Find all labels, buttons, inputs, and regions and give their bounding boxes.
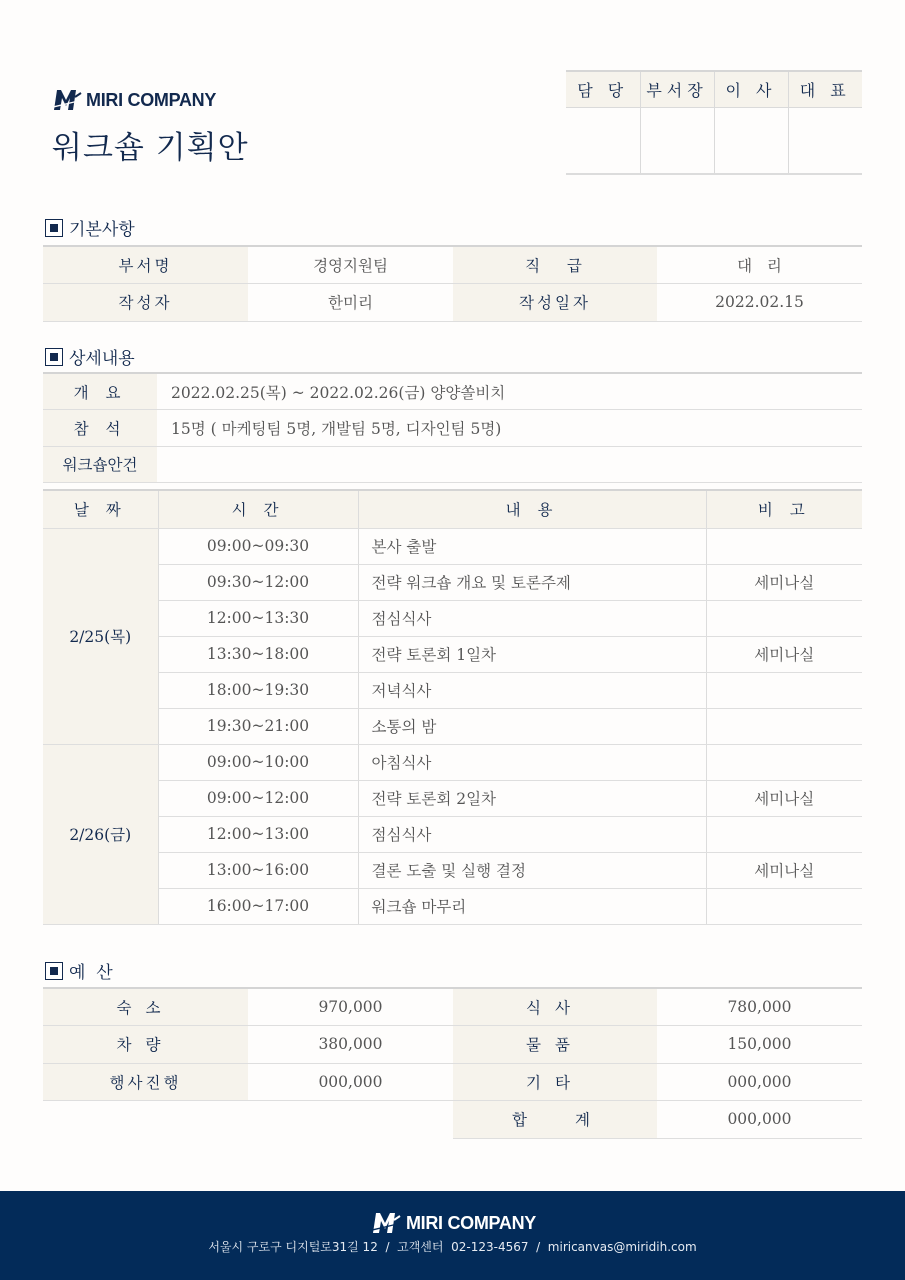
section-basic-heading: 기본사항: [45, 215, 135, 240]
square-bullet-icon: [45, 219, 63, 237]
table-row: [43, 246, 862, 284]
section-detail-heading: 상세내용: [45, 344, 135, 369]
schedule-content[interactable]: 전략 토론회 2일차: [358, 780, 706, 816]
schedule-date-day1: 2/25(목): [43, 528, 158, 744]
schedule-note[interactable]: [706, 888, 862, 924]
table-row: [43, 708, 862, 744]
value-position[interactable]: 대 리: [657, 246, 862, 284]
schedule-note[interactable]: 세미나실: [706, 564, 862, 600]
table-row: [43, 373, 862, 410]
header-content: 내 용: [358, 490, 706, 528]
schedule-time[interactable]: 18:00~19:30: [158, 672, 358, 708]
schedule-content[interactable]: 전략 토론회 1일차: [358, 636, 706, 672]
logo-m-icon: [369, 1211, 401, 1235]
table-row: [43, 600, 862, 636]
schedule-time[interactable]: 09:30~12:00: [158, 564, 358, 600]
basic-info-table: [43, 245, 862, 322]
schedule-note[interactable]: [706, 744, 862, 780]
label-vehicle: 차량: [43, 1026, 248, 1064]
footer: [0, 1191, 905, 1280]
header-time: 시 간: [158, 490, 358, 528]
header-note: 비 고: [706, 490, 862, 528]
table-row: [43, 636, 862, 672]
approval-sign-ceo[interactable]: [788, 107, 862, 173]
schedule-note[interactable]: [706, 816, 862, 852]
value-department[interactable]: 경영지원팀: [248, 246, 453, 284]
table-row: [43, 988, 862, 1026]
approval-header-staff: 담 당: [566, 72, 640, 107]
label-meals: 식사: [453, 988, 657, 1026]
logo-m-icon: [50, 88, 82, 112]
label-other: 기타: [453, 1063, 657, 1101]
value-author[interactable]: 한미리: [248, 284, 453, 322]
footer-company-name: MIRI COMPANY: [405, 1212, 537, 1233]
value-meals[interactable]: 780,000: [657, 988, 862, 1026]
schedule-content[interactable]: 점심식사: [358, 816, 706, 852]
approval-sign-director[interactable]: [714, 107, 788, 173]
approval-sign-manager[interactable]: [640, 107, 714, 173]
schedule-content[interactable]: 아침식사: [358, 744, 706, 780]
schedule-time[interactable]: 09:00~10:00: [158, 744, 358, 780]
schedule-content[interactable]: 점심식사: [358, 600, 706, 636]
square-bullet-icon: [45, 348, 63, 366]
table-row: [43, 1101, 862, 1139]
company-logo: [50, 88, 216, 112]
schedule-time[interactable]: 09:00~09:30: [158, 528, 358, 564]
table-row: [43, 744, 862, 780]
schedule-time[interactable]: 12:00~13:00: [158, 816, 358, 852]
company-name: MIRI COMPANY: [86, 89, 217, 110]
schedule-note[interactable]: [706, 672, 862, 708]
value-supplies[interactable]: 150,000: [657, 1026, 862, 1064]
footer-logo: [0, 1211, 905, 1235]
table-row: [43, 1026, 862, 1064]
label-position: 직 급: [453, 246, 657, 284]
approval-box: [566, 70, 862, 175]
table-row: [43, 446, 862, 483]
value-date[interactable]: 2022.02.15: [657, 284, 862, 322]
schedule-time[interactable]: 13:00~16:00: [158, 852, 358, 888]
schedule-table: [43, 489, 862, 925]
label-event: 행사진행: [43, 1063, 248, 1101]
footer-contact-info: 서울시 구로구 디지털로31길 12 / 고객센터 02-123-4567 / miricanvas@miridih.com: [208, 1240, 697, 1254]
detail-table: [43, 372, 862, 483]
schedule-content[interactable]: 워크숍 마무리: [358, 888, 706, 924]
schedule-content[interactable]: 전략 워크숍 개요 및 토론주제: [358, 564, 706, 600]
schedule-content[interactable]: 저녁식사: [358, 672, 706, 708]
label-date: 작성일자: [453, 284, 657, 322]
table-row: [43, 888, 862, 924]
square-bullet-icon: [45, 962, 63, 980]
value-total[interactable]: 000,000: [657, 1101, 862, 1139]
table-row: [43, 528, 862, 564]
schedule-time[interactable]: 12:00~13:30: [158, 600, 358, 636]
schedule-content[interactable]: 소통의 밤: [358, 708, 706, 744]
value-agenda[interactable]: [157, 446, 862, 483]
table-row: [43, 816, 862, 852]
label-department: 부서명: [43, 246, 248, 284]
schedule-note[interactable]: 세미나실: [706, 852, 862, 888]
schedule-note[interactable]: 세미나실: [706, 636, 862, 672]
section-budget-heading: 예 산: [45, 958, 113, 983]
schedule-note[interactable]: 세미나실: [706, 780, 862, 816]
table-row: [43, 564, 862, 600]
schedule-time[interactable]: 09:00~12:00: [158, 780, 358, 816]
schedule-date-day2: 2/26(금): [43, 744, 158, 924]
schedule-time[interactable]: 16:00~17:00: [158, 888, 358, 924]
value-vehicle[interactable]: 380,000: [248, 1026, 453, 1064]
table-row: [43, 672, 862, 708]
header-date: 날 짜: [43, 490, 158, 528]
budget-table: [43, 987, 862, 1139]
value-overview[interactable]: 2022.02.25(목) ~ 2022.02.26(금) 양양쏠비치: [157, 373, 862, 410]
value-event[interactable]: 000,000: [248, 1063, 453, 1101]
label-overview: 개 요: [43, 373, 157, 410]
value-other[interactable]: 000,000: [657, 1063, 862, 1101]
schedule-content[interactable]: 결론 도출 및 실행 결정: [358, 852, 706, 888]
table-row: [43, 852, 862, 888]
label-agenda: 워크숍안건: [43, 446, 157, 483]
table-row: [43, 284, 862, 322]
table-row: [43, 1063, 862, 1101]
approval-header-ceo: 대 표: [788, 72, 862, 107]
schedule-content[interactable]: 본사 출발: [358, 528, 706, 564]
label-author: 작성자: [43, 284, 248, 322]
table-header-row: [43, 490, 862, 528]
approval-header-director: 이 사: [714, 72, 788, 107]
schedule-time[interactable]: 13:30~18:00: [158, 636, 358, 672]
label-supplies: 물품: [453, 1026, 657, 1064]
label-total: 합계: [453, 1101, 657, 1139]
table-row: [43, 780, 862, 816]
label-attendees: 참 석: [43, 410, 157, 447]
schedule-time[interactable]: 19:30~21:00: [158, 708, 358, 744]
label-lodging: 숙소: [43, 988, 248, 1026]
schedule-note[interactable]: [706, 708, 862, 744]
empty-cell: [43, 1101, 453, 1139]
value-lodging[interactable]: 970,000: [248, 988, 453, 1026]
value-attendees[interactable]: 15명 ( 마케팅팀 5명, 개발팀 5명, 디자인팀 5명): [157, 410, 862, 447]
schedule-note[interactable]: [706, 528, 862, 564]
approval-sign-staff[interactable]: [566, 107, 640, 173]
approval-header-manager: 부서장: [640, 72, 714, 107]
table-row: [43, 410, 862, 447]
document-title: 워크숍 기획안: [52, 130, 249, 166]
schedule-note[interactable]: [706, 600, 862, 636]
